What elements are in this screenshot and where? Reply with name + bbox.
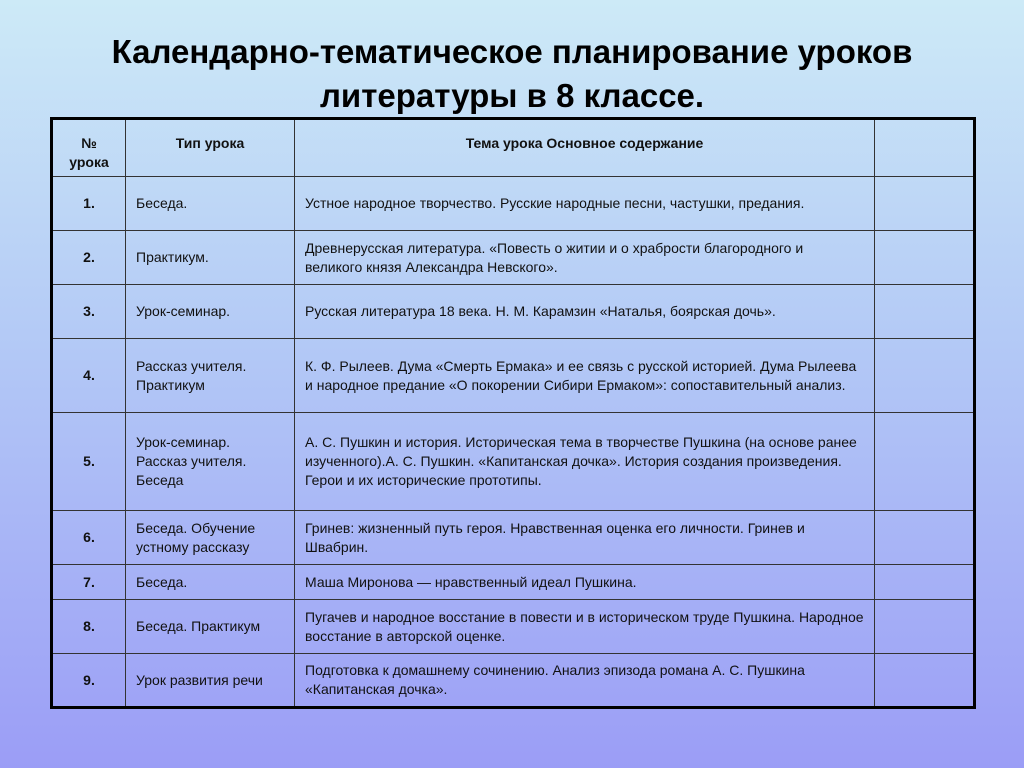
lesson-topic: Маша Миронова — нравственный идеал Пушкина.: [295, 565, 875, 600]
empty-cell: [875, 413, 975, 511]
lesson-number: 8.: [52, 600, 126, 654]
lesson-type-line: Беседа.: [136, 573, 188, 590]
lesson-type-line: Беседа: [136, 472, 184, 488]
empty-cell: [875, 511, 975, 565]
lesson-number: 5.: [52, 413, 126, 511]
table-row: [52, 177, 975, 231]
empty-cell: [875, 339, 975, 413]
page-title: [0, 30, 1024, 118]
header-lesson-number-line-1: №: [81, 135, 97, 151]
lesson-number: 3.: [52, 285, 126, 339]
lesson-plan-table: [50, 117, 976, 709]
lesson-type-line: Практикум: [136, 376, 205, 393]
lesson-type: [126, 413, 295, 511]
lesson-topic: Гринев: жизненный путь героя. Нравственная оценка его личности. Гринев и Швабрин.: [295, 511, 875, 565]
empty-cell: [875, 654, 975, 708]
empty-cell: [875, 285, 975, 339]
lesson-type-line: Урок развития речи: [136, 671, 263, 688]
lesson-type-line: Практикум.: [136, 249, 209, 265]
lesson-type-line: Урок-семинар.: [136, 303, 231, 319]
lesson-number: 6.: [52, 511, 126, 565]
lesson-number: 7.: [52, 565, 126, 600]
lesson-topic: Подготовка к домашнему сочинению. Анализ эпизода романа А. С. Пушкина «Капитанская дочка».: [295, 654, 875, 708]
lesson-type: [126, 177, 295, 231]
table-row: [52, 511, 975, 565]
table-row: [52, 285, 975, 339]
lesson-topic: Пугачев и народное восстание в повести и в историческом труде Пушкина. Народное восстание в авторской оценке.: [295, 600, 875, 654]
empty-cell: [875, 177, 975, 231]
lesson-number: 9.: [52, 654, 126, 708]
table-row: [52, 339, 975, 413]
table-row: [52, 413, 975, 511]
header-lesson-number-line-2: урока: [69, 154, 109, 170]
table-row: [52, 231, 975, 285]
table-row: [52, 565, 975, 600]
lesson-type-line: Урок-семинар.: [136, 434, 231, 450]
lesson-type: [126, 511, 295, 565]
table-header-row: [52, 119, 975, 177]
lesson-topic: К. Ф. Рылеев. Дума «Смерть Ермака» и ее связь с русской историей. Дума Рылеева и народное предание «О покорении Сибири Ермаком»: сопоставительный анализ.: [295, 339, 875, 413]
lesson-type: [126, 285, 295, 339]
empty-cell: [875, 600, 975, 654]
lesson-type-line: Рассказ учителя.: [136, 453, 247, 469]
lesson-type: [126, 654, 295, 708]
header-lesson-topic: Тема урока Основное содержание: [295, 119, 875, 177]
lesson-type-line: Беседа.: [136, 195, 188, 211]
lesson-topic: Русская литература 18 века. Н. М. Карамзин «Наталья, боярская дочь».: [295, 285, 875, 339]
page-title-line-1: Календарно-тематическое планирование уроков: [111, 33, 913, 70]
table-row: [52, 654, 975, 708]
lesson-number: 2.: [52, 231, 126, 285]
lesson-type: [126, 600, 295, 654]
page-title-line-2: литературы в 8 классе.: [319, 77, 705, 114]
lesson-number: 1.: [52, 177, 126, 231]
header-extra: [875, 119, 975, 177]
table-row: [52, 600, 975, 654]
lesson-type: [126, 339, 295, 413]
header-lesson-number: [52, 119, 126, 177]
lesson-number: 4.: [52, 339, 126, 413]
empty-cell: [875, 565, 975, 600]
empty-cell: [875, 231, 975, 285]
lesson-topic: А. С. Пушкин и история. Историческая тема в творчестве Пушкина (на основе ранее изученного).А. С. Пушкин. «Капитанская дочка». История создания произведения. Герои и их исторические прототипы.: [295, 413, 875, 511]
lesson-type-line: Беседа. Обучение: [136, 519, 256, 536]
lesson-type: [126, 565, 295, 600]
lesson-topic: Древнерусская литература. «Повесть о житии и о храбрости благородного и великого князя Александра Невского».: [295, 231, 875, 285]
header-lesson-type: Тип урока: [126, 119, 295, 177]
lesson-type-line: устному рассказу: [136, 538, 250, 555]
lesson-type: [126, 231, 295, 285]
lesson-type-line: Рассказ учителя.: [136, 357, 247, 374]
lesson-topic: Устное народное творчество. Русские народные песни, частушки, предания.: [295, 177, 875, 231]
lesson-type-line: Беседа. Практикум: [136, 618, 261, 634]
